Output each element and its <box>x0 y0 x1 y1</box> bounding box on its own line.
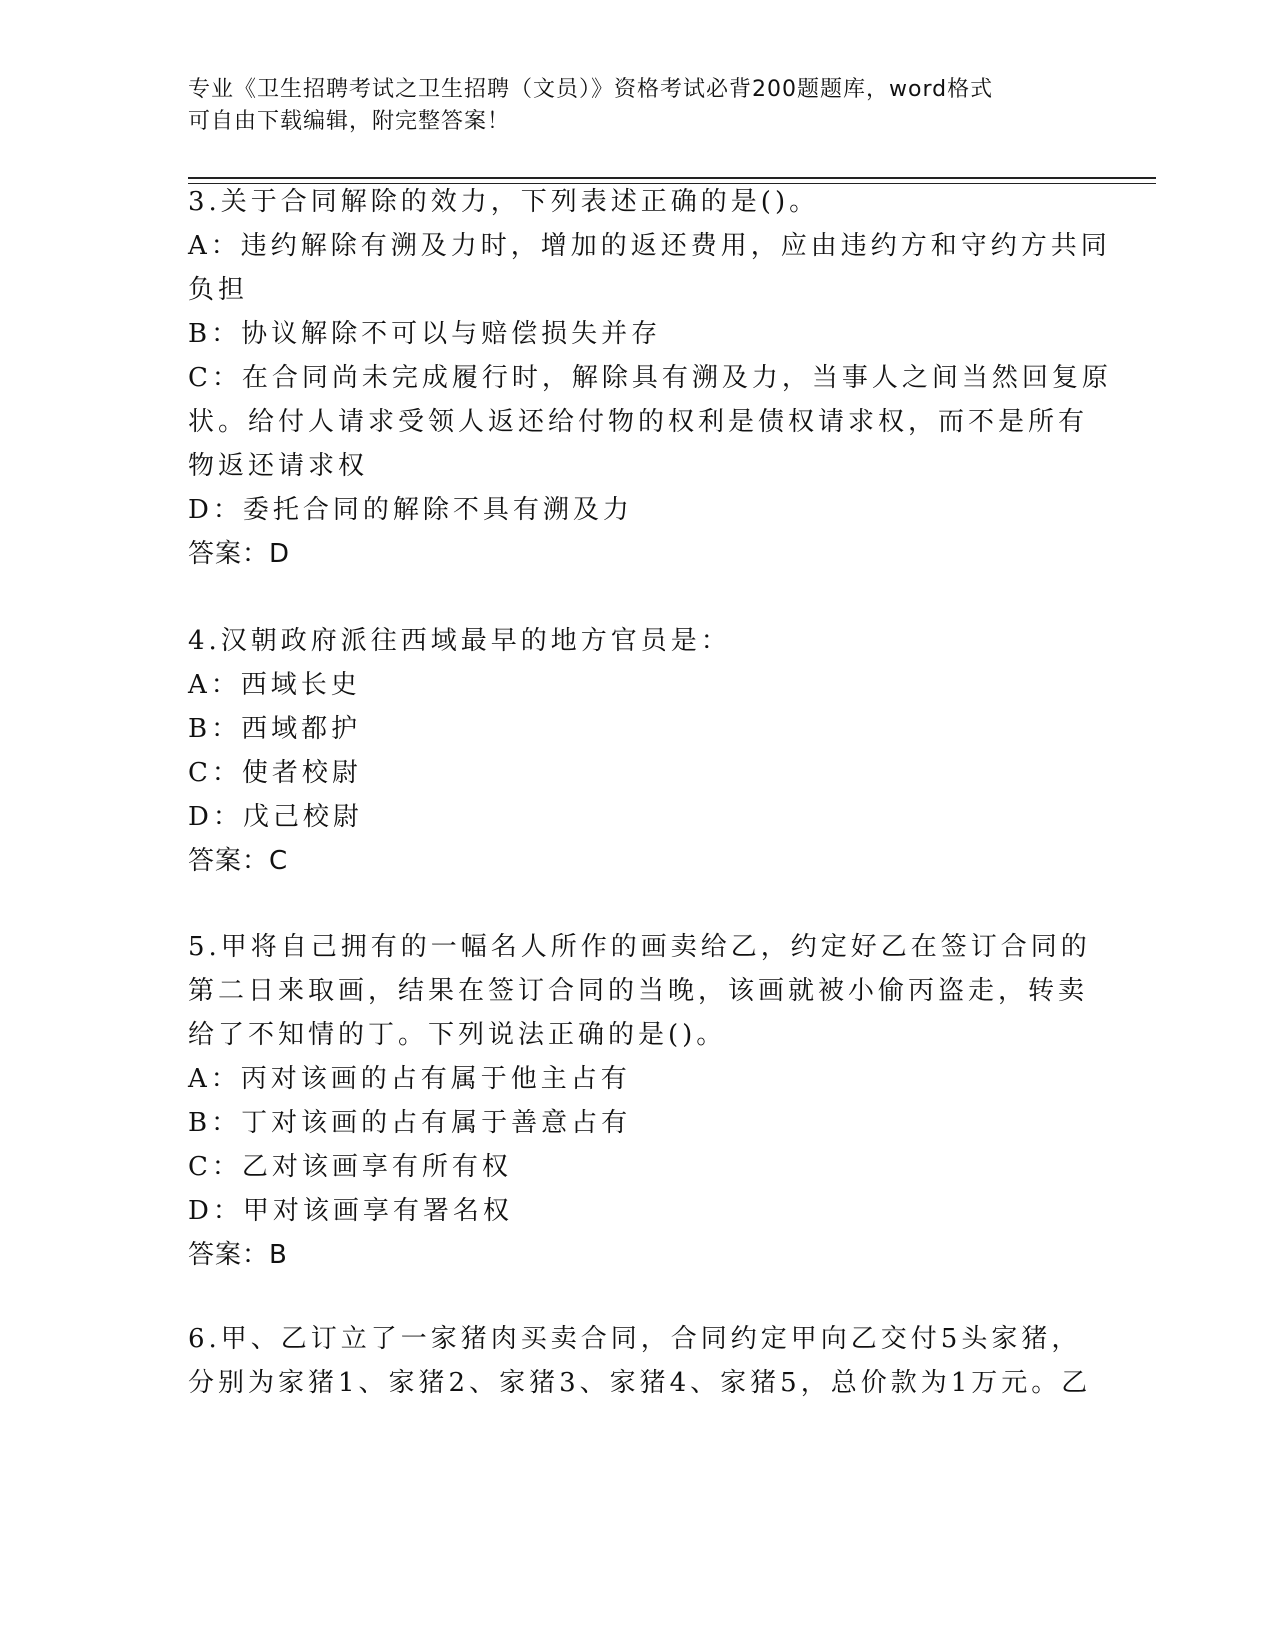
header-title-line-2: 可自由下载编辑，附完整答案！ <box>188 109 511 134</box>
q4-option-a: A：西域长史 <box>188 670 361 700</box>
document-header <box>188 74 1088 138</box>
q5-option-b: B：丁对该画的占有属于善意占有 <box>188 1108 632 1138</box>
header-title-line-1: 专业《卫生招聘考试之卫生招聘（文员）》资格考试必背200题题库，word格式 <box>188 77 994 102</box>
q6-stem-line-1: 6.甲、乙订立了一家猪肉买卖合同，合同约定甲向乙交付5头家猪， <box>188 1324 1082 1354</box>
q4-option-d: D：戊己校尉 <box>188 802 363 832</box>
q3-option-c-line-1: C：在合同尚未完成履行时，解除具有溯及力，当事人之间当然回复原 <box>188 363 1112 393</box>
q5-stem-line-3: 给了不知情的丁。下列说法正确的是()。 <box>188 1020 727 1050</box>
q4-option-c: C：使者校尉 <box>188 758 362 788</box>
q3-option-a-line-1: A：违约解除有溯及力时，增加的返还费用，应由违约方和守约方共同 <box>188 231 1111 261</box>
q4-option-b: B：西域都护 <box>188 714 362 744</box>
q3-option-c-line-3: 物返还请求权 <box>188 451 369 481</box>
q3-option-a-line-2: 负担 <box>188 275 249 305</box>
q3-option-b: B：协议解除不可以与赔偿损失并存 <box>188 319 662 349</box>
q3-option-c-line-2: 状。给付人请求受领人返还给付物的权利是债权请求权，而不是所有 <box>188 407 1089 437</box>
q5-answer: 答案：B <box>188 1240 288 1270</box>
q4-stem: 4.汉朝政府派往西域最早的地方官员是： <box>188 626 731 656</box>
q5-option-a: A：丙对该画的占有属于他主占有 <box>188 1064 631 1094</box>
q5-option-d: D：甲对该画享有署名权 <box>188 1196 513 1226</box>
q4-answer: 答案：C <box>188 846 289 876</box>
q3-stem: 3.关于合同解除的效力，下列表述正确的是()。 <box>188 187 820 217</box>
q5-stem-line-1: 5.甲将自己拥有的一幅名人所作的画卖给乙，约定好乙在签订合同的 <box>188 932 1091 962</box>
q5-option-c: C：乙对该画享有所有权 <box>188 1152 512 1182</box>
header-divider-thin <box>188 183 1156 184</box>
q3-answer: 答案：D <box>188 539 291 569</box>
header-divider-thick <box>188 177 1156 179</box>
q3-option-d: D：委托合同的解除不具有溯及力 <box>188 495 633 525</box>
q6-stem-line-2: 分别为家猪1、家猪2、家猪3、家猪4、家猪5，总价款为1万元。乙 <box>188 1368 1092 1398</box>
q5-stem-line-2: 第二日来取画，结果在签订合同的当晚，该画就被小偷丙盗走，转卖 <box>188 976 1089 1006</box>
